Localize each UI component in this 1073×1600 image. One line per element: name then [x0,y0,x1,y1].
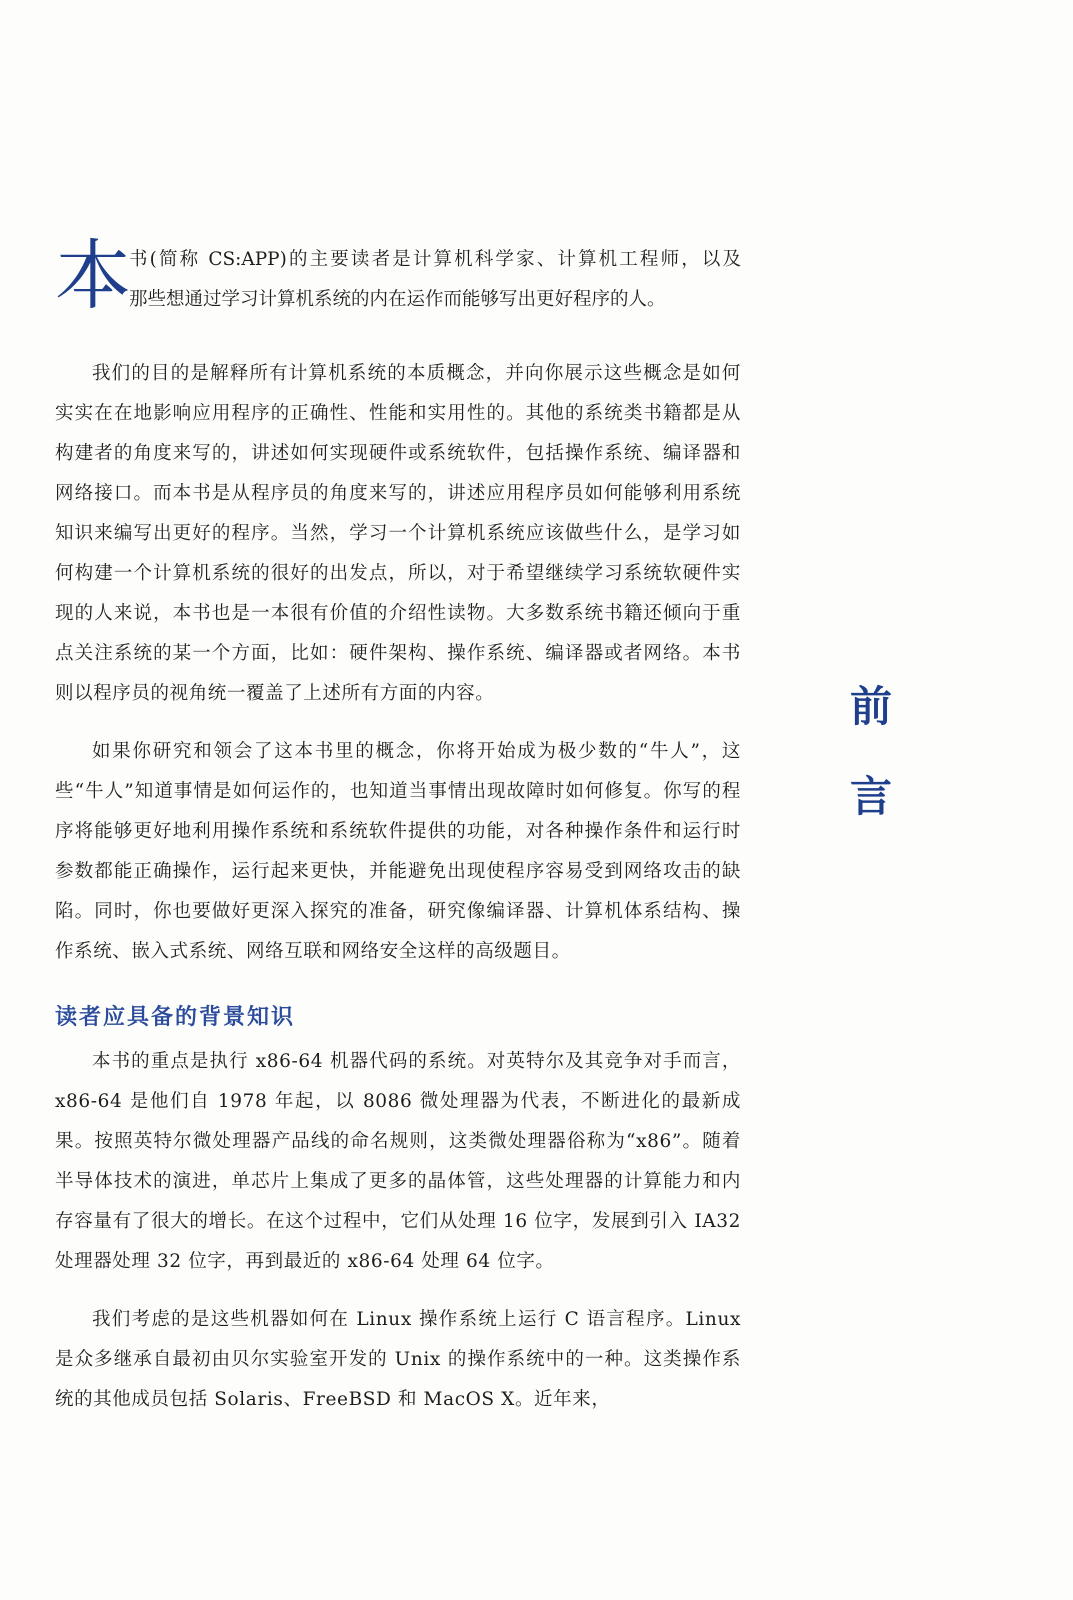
main-column [55,231,741,1438]
drop-cap: 本 [55,231,131,320]
chapter-side-title [846,662,896,842]
intro-line-1: 书(简称 CS:APP)的主要读者是计算机科学家、计算机工程师，以及 [129,249,741,270]
side-title-char-2: 言 [849,772,892,821]
paragraph-goal: 我们的目的是解释所有计算机系统的本质概念，并向你展示这些概念是如何实实在在地影响应用程序的正确性、性能和实用性的。其他的系统类书籍都是从构建者的角度来写的，讲述如何实现硬件或系统软件，包括操作系统、编译器和网络接口。而本书是从程序员的角度来写的，讲述应用程序员如何能够利用系统知识来编写出更好的程序。当然，学习一个计算机系统应该做些什么，是学习如何构建一个计算机系统的很好的出发点，所以，对于希望继续学习系统软硬件实现的人来说，本书也是一本很有价值的介绍性读物。大多数系统书籍还倾向于重点关注系统的某一个方面，比如：硬件架构、操作系统、编译器或者网络。本书则以程序员的视角统一覆盖了上述所有方面的内容。 [55,363,741,704]
intro-line-2: 那些想通过学习计算机系统的内在运作而能够写出更好程序的人。 [129,289,666,310]
paragraph-x86-64: 本书的重点是执行 x86-64 机器代码的系统。对英特尔及其竞争对手而言，x86-64 是他们自 1978 年起，以 8086 微处理器为代表，不断进化的最新成果。按照英特尔微处理器产品线的命名规则，这类微处理器俗称为“x86”。随着半导体技术的演进，单芯片上集成了更多的晶体管，这些处理器的计算能力和内存容量有了很大的增长。在这个过程中，它们从处理 16 位字，发展到引入 IA32 处理器处理 32 位字，再到最近的 x86-64 处理 64 位字。 [55,1051,741,1272]
intro-paragraph [55,231,741,320]
paragraph-concepts: 如果你研究和领会了这本书里的概念，你将开始成为极少数的“牛人”，这些“牛人”知道事情是如何运作的，也知道当事情出现故障时如何修复。你写的程序将能够更好地利用操作系统和系统软件提供的功能，对各种操作条件和运行时参数都能正确操作，运行起来更快，并能避免出现使程序容易受到网络攻击的缺陷。同时，你也要做好更深入探究的准备，研究像编译器、计算机体系结构、操作系统、嵌入式系统、网络互联和网络安全这样的高级题目。 [55,741,741,962]
section-heading-background: 读者应具备的背景知识 [55,1005,296,1030]
intro-text [129,240,741,320]
paragraph-linux: 我们考虑的是这些机器如何在 Linux 操作系统上运行 C 语言程序。Linux 是众多继承自最初由贝尔实验室开发的 Unix 的操作系统中的一种。这类操作系统的其他成员包括 Solaris、FreeBSD 和 MacOS X。近年来， [55,1309,741,1410]
side-title-char-1: 前 [849,682,892,731]
